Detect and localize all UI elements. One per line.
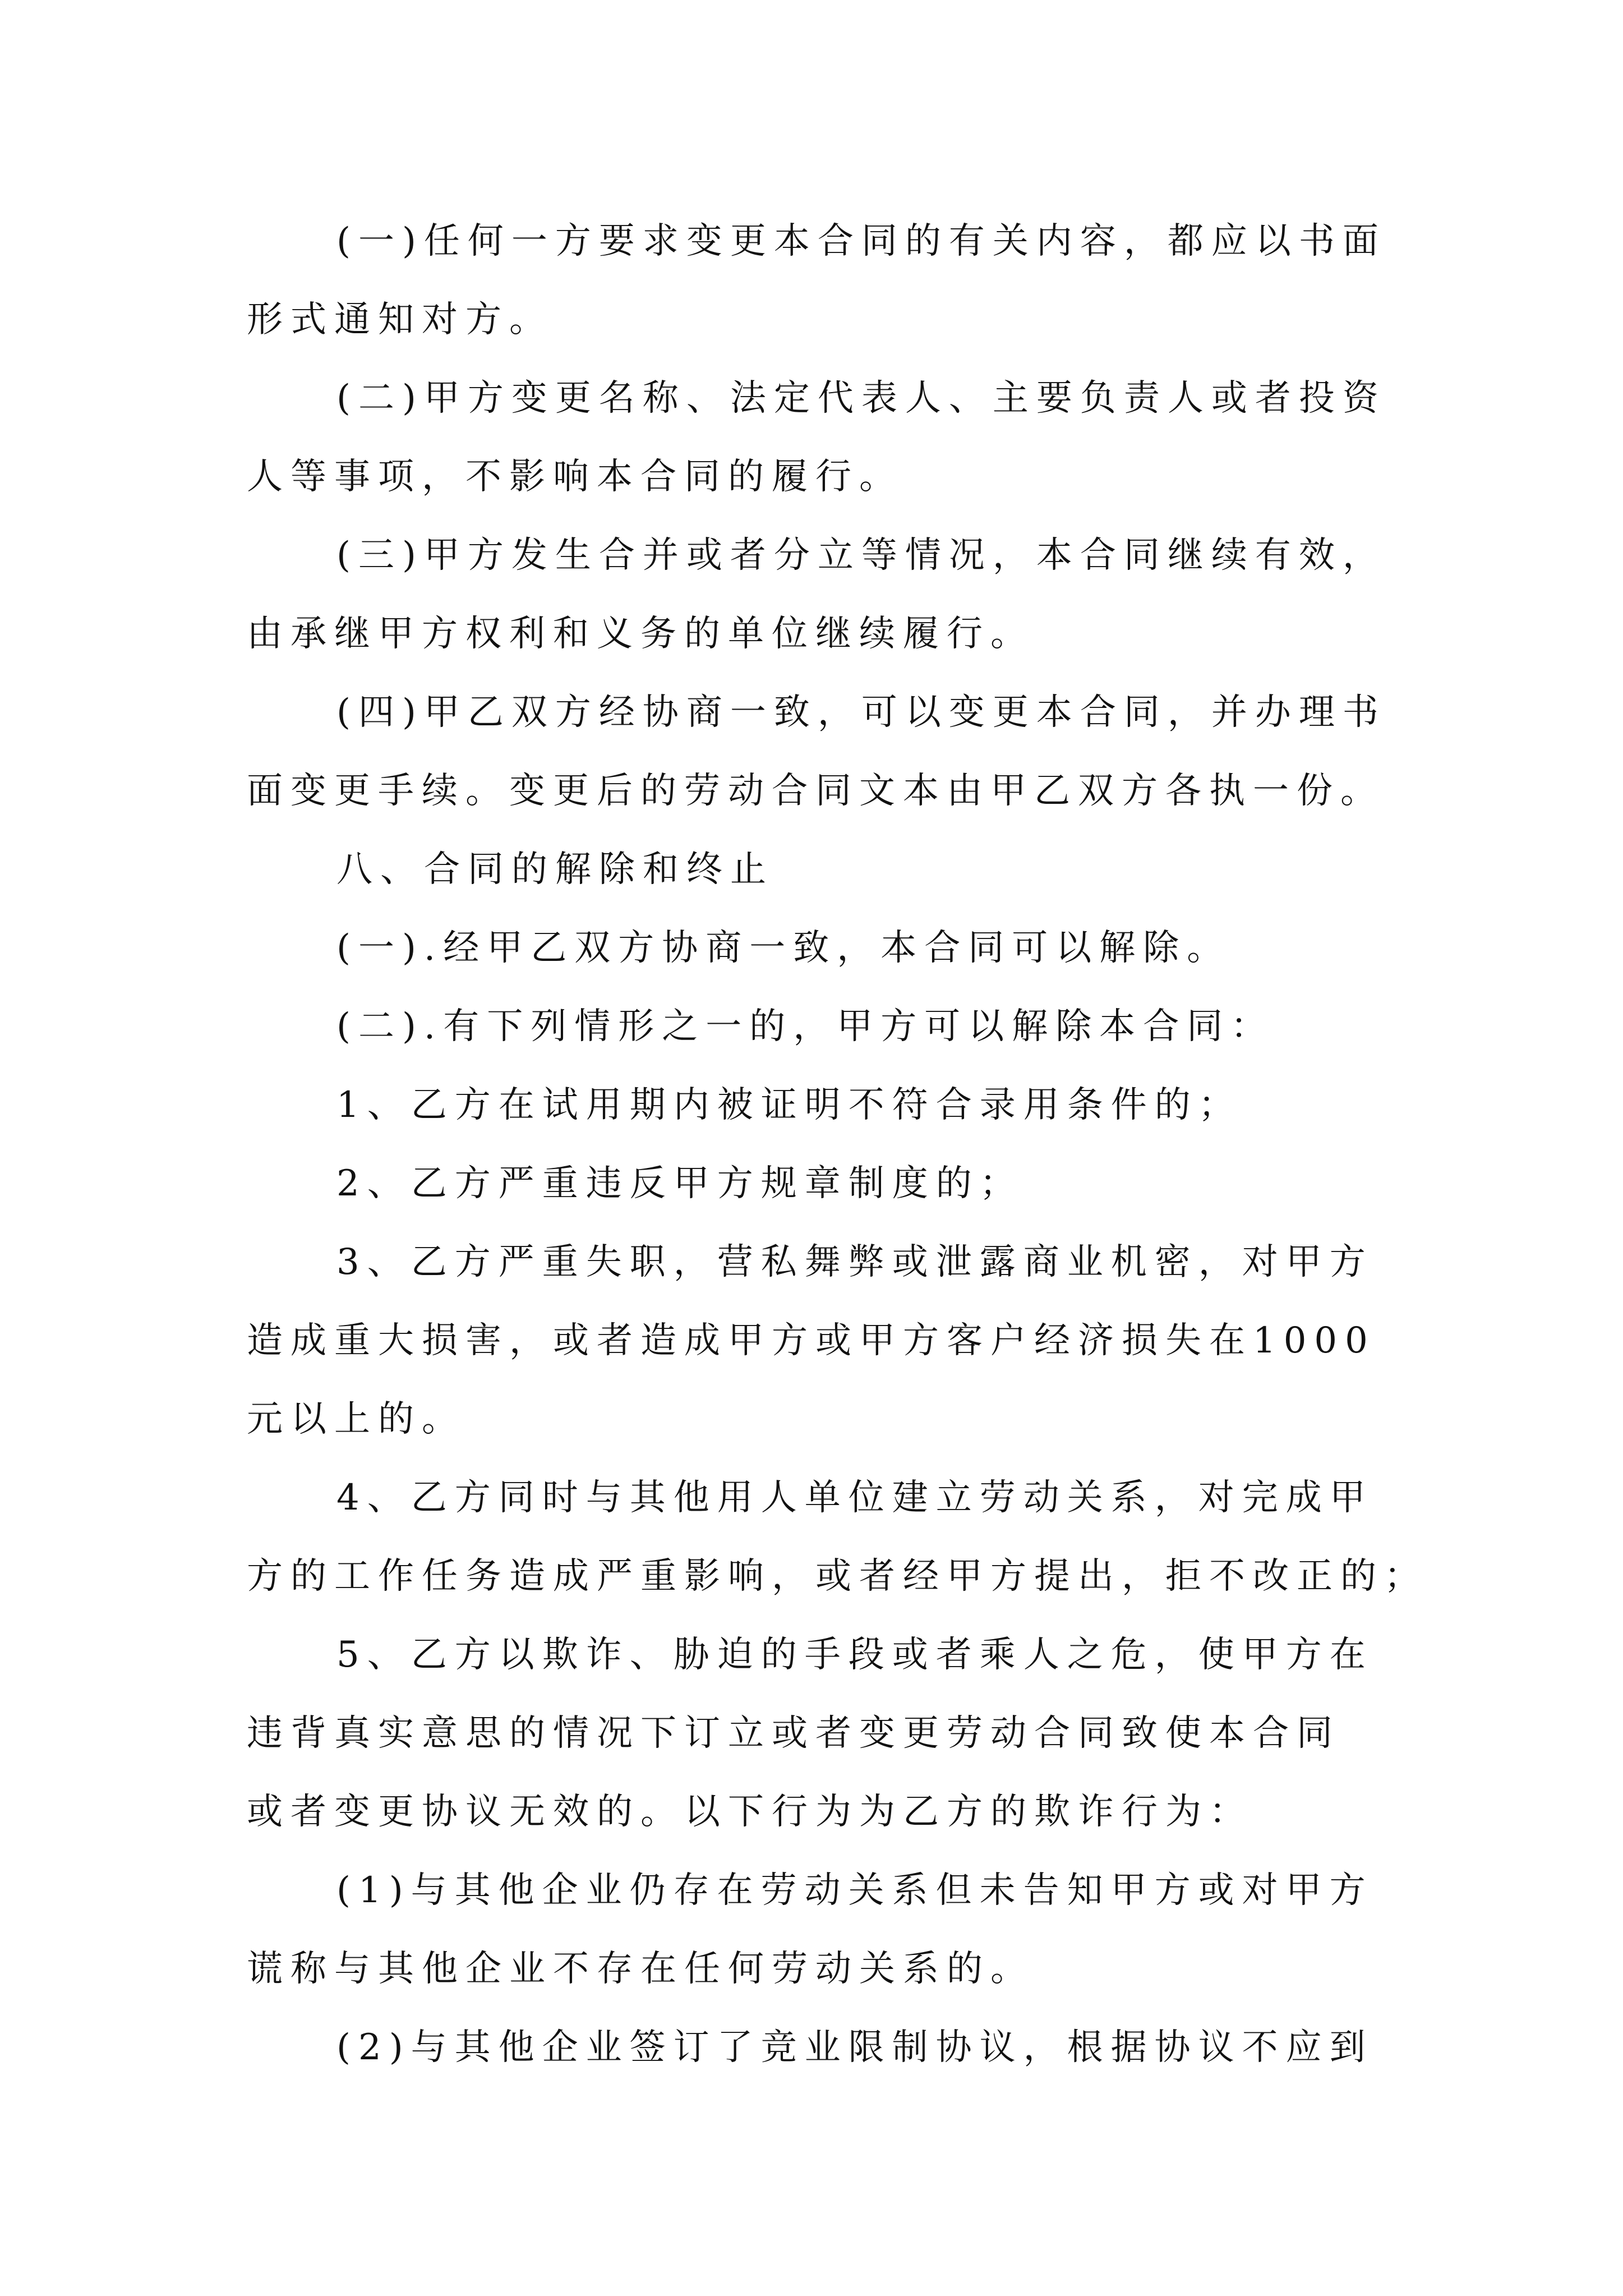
text-line: 人等事项，不影响本合同的履行。: [247, 456, 903, 498]
section-heading: 八、合同的解除和终止: [336, 849, 774, 890]
text-line: (1)与其他企业仍存在劳动关系但未告知甲方或对甲方: [336, 1870, 1373, 1911]
text-line: 形式通知对方。: [247, 299, 553, 341]
text-line: 造成重大损害，或者造成甲方或甲方客户经济损失在1000: [247, 1320, 1376, 1361]
text-line: 谎称与其他企业不存在任何劳动关系的。: [247, 1948, 1034, 1990]
text-line: 4、乙方同时与其他用人单位建立劳动关系，对完成甲: [336, 1477, 1373, 1519]
text-line: (四)甲乙双方经协商一致，可以变更本合同，并办理书: [336, 692, 1386, 733]
text-line: 方的工作任务造成严重影响，或者经甲方提出，拒不改正的；: [247, 1556, 1428, 1597]
text-line: 由承继甲方权利和义务的单位继续履行。: [247, 613, 1034, 655]
text-line: (一).经甲乙双方协商一致，本合同可以解除。: [336, 927, 1231, 969]
text-line: 面变更手续。变更后的劳动合同文本由甲乙双方各执一份。: [247, 770, 1384, 812]
text-line: 2、乙方严重违反甲方规章制度的；: [336, 1163, 1023, 1204]
text-line: 违背真实意思的情况下订立或者变更劳动合同致使本合同: [247, 1713, 1340, 1754]
text-line: (二)甲方变更名称、法定代表人、主要负责人或者投资: [336, 378, 1386, 419]
text-line: (三)甲方发生合并或者分立等情况，本合同继续有效，: [336, 535, 1386, 576]
text-line: (二).有下列情形之一的，甲方可以解除本合同：: [336, 1006, 1275, 1047]
text-line: 3、乙方严重失职，营私舞弊或泄露商业机密，对甲方: [336, 1241, 1373, 1283]
text-line: 元以上的。: [247, 1398, 465, 1440]
text-line: 5、乙方以欺诈、胁迫的手段或者乘人之危，使甲方在: [336, 1634, 1373, 1676]
text-line: (2)与其他企业签订了竞业限制协议，根据协议不应到: [336, 2027, 1373, 2068]
text-line: 或者变更协议无效的。以下行为为乙方的欺诈行为：: [247, 1791, 1253, 1833]
text-line: (一)任何一方要求变更本合同的有关内容，都应以书面: [336, 220, 1386, 262]
text-line: 1、乙方在试用期内被证明不符合录用条件的；: [336, 1084, 1242, 1126]
